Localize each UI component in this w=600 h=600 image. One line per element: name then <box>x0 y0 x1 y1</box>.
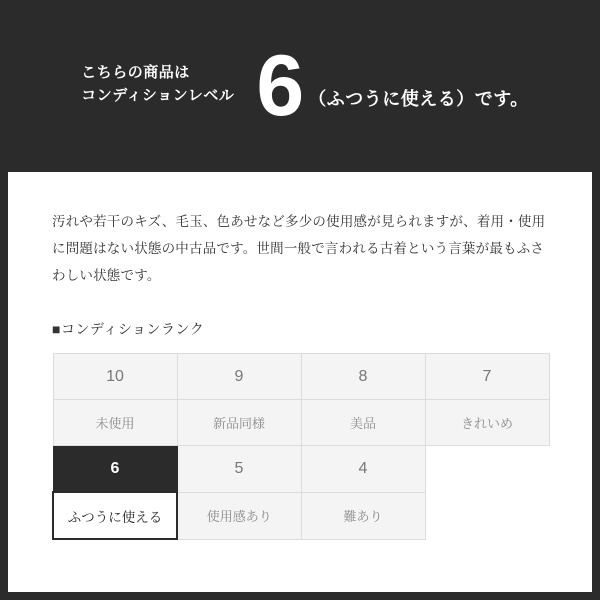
header-lead-line2: コンディションレベル <box>81 87 235 104</box>
rank-number-10: 10 <box>53 354 177 400</box>
rank-number-6-active: 6 <box>53 446 177 493</box>
rank-label-5: 使用感あり <box>177 492 301 539</box>
rank-label-4: 難あり <box>301 492 425 539</box>
rank-label-6-active: ふつうに使える <box>53 492 177 539</box>
rank-number-4: 4 <box>301 446 425 493</box>
content-card <box>8 172 592 592</box>
rank-cell-empty-bottom-right <box>425 492 549 539</box>
rank-cell-empty-top-right <box>425 446 549 493</box>
rank-label-10: 未使用 <box>53 400 177 446</box>
table-row-numbers-bottom <box>53 446 549 493</box>
condition-rank-table <box>52 353 550 540</box>
rank-label-8: 美品 <box>301 400 425 446</box>
section-title-condition-rank: ■コンディションランク <box>52 321 205 337</box>
header-content <box>71 38 529 134</box>
header-lead-line1: こちらの商品は <box>81 63 190 81</box>
rank-label-9: 新品同様 <box>177 400 301 446</box>
header-level-number: 6 <box>256 38 303 134</box>
rank-number-8: 8 <box>301 354 425 400</box>
rank-number-9: 9 <box>177 354 301 400</box>
header-tail-text: （ふつうに使える）です。 <box>308 89 529 109</box>
table-row-numbers-top <box>53 354 549 400</box>
header-lead-text <box>81 61 234 108</box>
condition-description: 汚れや若干のキズ、毛玉、色あせなど多少の使用感が見られますが、着用・使用に問題はない状態の中古品です。世間一般で言われる古着という言葉が最もふさわしい状態です。 <box>52 214 546 283</box>
rank-number-5: 5 <box>177 446 301 493</box>
header-band <box>0 0 600 168</box>
rank-label-7: きれいめ <box>425 400 549 446</box>
table-row-labels-bottom <box>53 492 549 539</box>
rank-number-7: 7 <box>425 354 549 400</box>
table-row-labels-top <box>53 400 549 446</box>
